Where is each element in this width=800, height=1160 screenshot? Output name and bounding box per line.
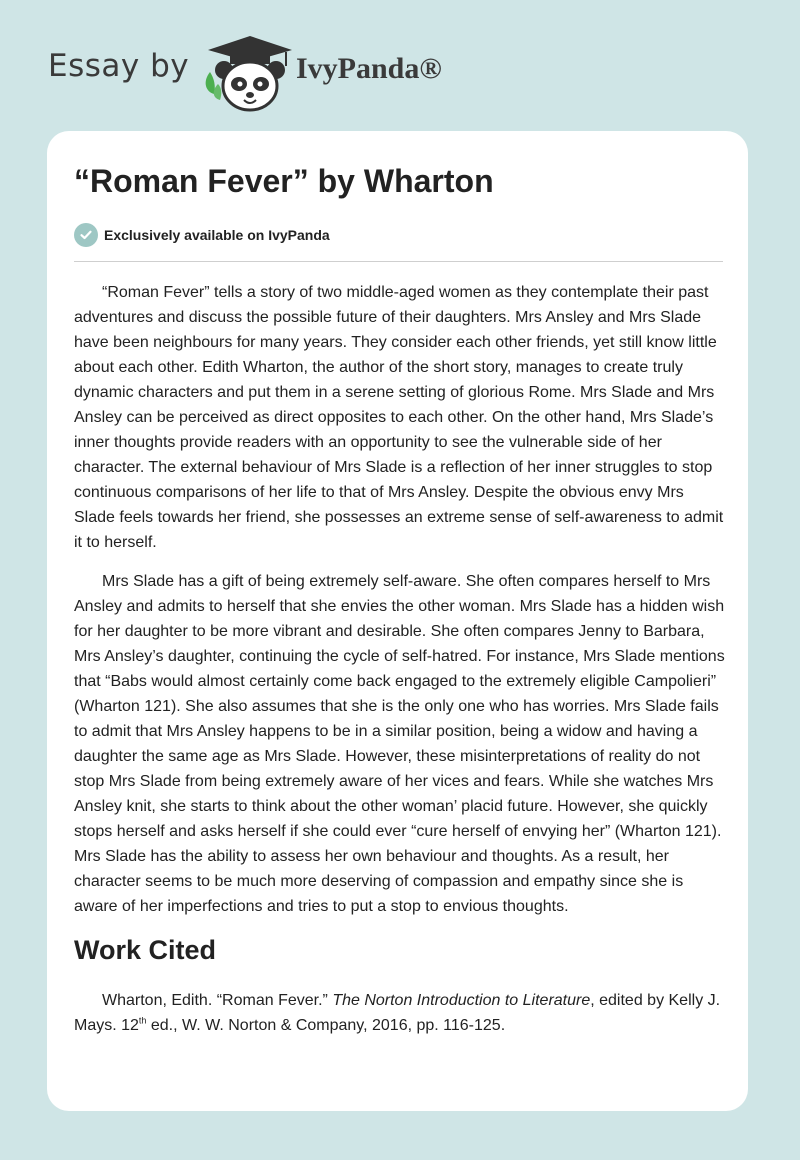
exclusive-badge	[74, 222, 330, 248]
essay-body	[74, 280, 726, 1038]
essay-paragraph: “Roman Fever” tells a story of two middle-aged women as they contemplate their past adventures and discuss the possible future of their daughters. Mrs Ansley and Mrs Slade have been neighbours for many years. They consider each other friends, yet still know little about each other. Edith Wharton, the author of the short story, manages to create truly dynamic characters and put them in a serene setting of glorious Rome. Mrs Slade and Mrs Ansley can be perceived as direct opposites to each other. On the other hand, Mrs Slade’s inner thoughts provide readers with an opportunity to see the vulnerable side of her character. The external behaviour of Mrs Slade is a reflection of her inner struggles to stop continuous comparisons of her life to that of Mrs Ansley. Despite the obvious envy Mrs Slade feels towards her friend, she possesses an extreme sense of self-awareness to admit it to herself.	[74, 284, 724, 551]
works-cited-heading: Work Cited	[74, 935, 217, 965]
divider	[74, 261, 723, 262]
citation-superscript: th	[138, 1015, 147, 1026]
site-header	[0, 0, 800, 130]
panda-logo-icon	[200, 34, 296, 114]
brand-name: IvyPanda®	[296, 52, 442, 85]
citation-text: , edited by Kelly J. Mays. 12	[74, 992, 721, 1034]
page-title: “Roman Fever” by Wharton	[74, 163, 494, 199]
essay-card	[47, 131, 748, 1111]
citation-text: Wharton, Edith. “Roman Fever.”	[102, 992, 333, 1009]
citation-entry	[74, 988, 726, 1038]
citation-text: ed., W. W. Norton & Company, 2016, pp. 116-125.	[146, 1017, 506, 1034]
check-circle-icon	[74, 223, 98, 247]
essay-paragraph: Mrs Slade has a gift of being extremely self-aware. She often compares herself to Mrs Ansley and admits to herself that she envies the other woman. Mrs Slade has a hidden wish for her daughter to be more vibrant and desirable. She often compares Jenny to Barbara, Mrs Ansley’s daughter, continuing the cycle of self-hatred. For instance, Mrs Slade mentions that “Babs would almost certainly come back engaged to the extremely eligible Campolieri” (Wharton 121). She also assumes that she is the only one who has worries. Mrs Slade fails to admit that Mrs Ansley happens to be in a similar position, being a widow and having a daughter the same age as Mrs Slade. However, these misinterpretations of reality do not stop Mrs Slade from being extremely aware of her vices and fears. While she watches Mrs Ansley knit, she starts to think about the other woman’ placid future. However, she quickly stops herself and asks herself if she could ever “cure herself of envying her” (Wharton 121). Mrs Slade has the ability to assess her own behaviour and thoughts. As a result, her character seems to be much more deserving of compassion and empathy since she is aware of her imperfections and tries to put a stop to envious thoughts.	[74, 573, 725, 915]
brand-prefix: Essay by	[48, 48, 190, 84]
citation-book-title: The Norton Introduction to Literature	[332, 992, 591, 1009]
badge-label: Exclusively available on IvyPanda	[104, 227, 330, 243]
